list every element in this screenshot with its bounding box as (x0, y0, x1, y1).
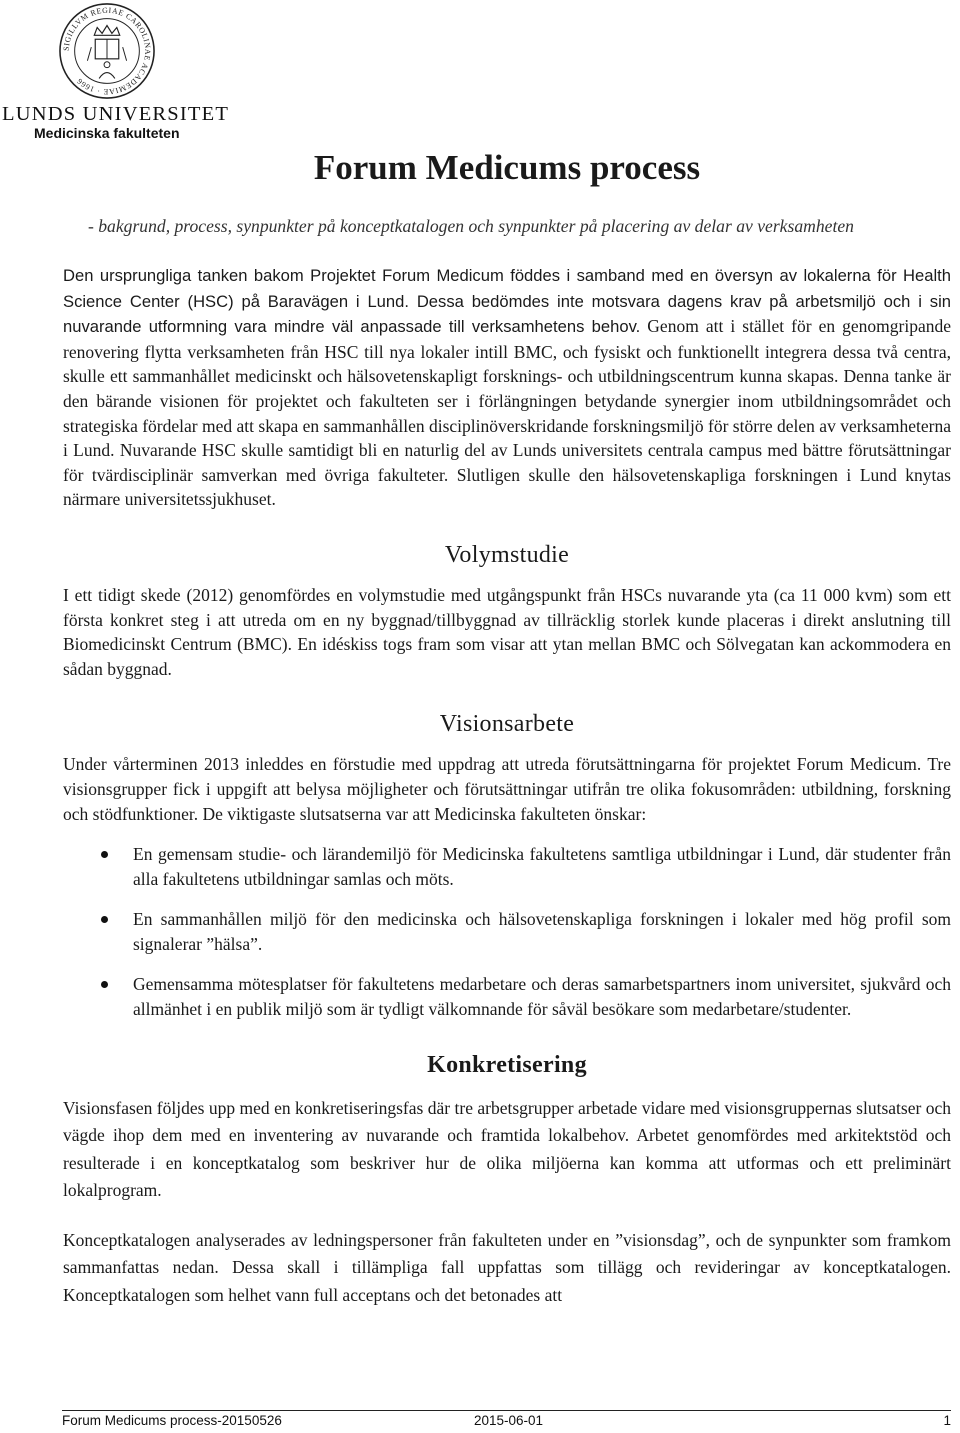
university-seal-icon (58, 2, 156, 100)
konkretisering-paragraph-2: Konceptkatalogen analyserades av ledningspersoner från fakulteten under en ”visionsdag”, och de synpunkter som framkom sammanfattas nedan. Dessa skall i tillämpliga fall uppfattas som tillägg och revideringar av konceptkatalogen. Konceptkatalogen som helhet vann full acceptans och det betonades att (63, 1229, 951, 1305)
university-name: LUNDS UNIVERSITET (2, 103, 230, 125)
document-body (63, 263, 951, 1309)
intro-paragraph (63, 263, 951, 512)
list-item (63, 907, 951, 956)
footer-document-name: Forum Medicums process-20150526 (62, 1413, 282, 1428)
list-item-text: En gemensam studie- och lärandemiljö för Medicinska fakultetens samtliga utbildningar i Lund, där studenter från alla fakultetens utbildningar samlas och möts. (133, 844, 951, 889)
heading-konkretisering: Konkretisering (427, 1051, 587, 1078)
bullet-icon (101, 981, 108, 988)
document-title: Forum Medicums process (313, 148, 701, 187)
university-logo (0, 0, 230, 140)
bullet-icon (101, 851, 108, 858)
visionsarbete-paragraph: Under vårterminen 2013 inleddes en förstudie med uppdrag att utreda förutsättningarna för projektet Forum Medicum. Tre visionsgrupper fick i uppgift att belysa möjligheter och förutsättningar utifrån tre olika fokusområden: utbildning, forskning och stödfunktioner. De viktigaste slutsatserna var att Medicinska fakulteten önskar: (63, 754, 951, 824)
footer-page-number: 1 (943, 1413, 951, 1428)
footer-divider (62, 1410, 951, 1411)
list-item-text: Gemensamma mötesplatser för fakultetens medarbetare och deras samarbetspartners inom universitet, sjukvård och allmänhet i en publik miljö som är tydligt välkomnande för såväl besökare som medarbetare/studenter. (133, 974, 951, 1020)
conclusions-list (63, 842, 951, 1022)
konkretisering-paragraph-1: Visionsfasen följdes upp med en konkretiseringsfas där tre arbetsgrupper arbetade vidare med visionsgruppernas slutsatser och vägde ihop dem med en inventering av nuvarande och framtida lokalbehov. Arbetet genomfördes med arkitektstöd och resulterade i en konceptkatalog som beskriver hur de olika miljöerna kan komma att utformas och ett preliminärt lokalprogram. (63, 1097, 951, 1201)
intro-text-part-2: Genom att i stället för en genomgripande renovering flytta verksamheten från HSC till nya lokaler intill BMC, och fysiskt och funktionellt integrera dessa två centra, skulle ett sammanhållet medicinskt och hälsovetenskapligt forsknings- och utbildningscentrum kunna skapas. Denna tanke är den bärande visionen för projektet och fakulteten ser i förlängningen betydande synergier inom utbildningsområdet och strategiska fördelar med att skapa en sammanhållen disciplinöverskridande forskningsmiljö för större delen av verksamheterna i Lund. Nuvarande HSC skulle samtidigt bli en naturlig del av Lunds universitets centrala campus med bättre förutsättningar för tvärdisciplinär samverkan med övriga fakulteter. Slutligen skulle den hälsovetenskapliga forskningen i Lund knytas närmare universitetssjukhuset. (63, 316, 951, 510)
document-subtitle: - bakgrund, process, synpunkter på konceptkatalogen och synpunkter på placering av delar av verksamheten (88, 216, 854, 236)
list-item (63, 842, 951, 891)
bullet-icon (101, 916, 108, 923)
list-item (63, 972, 951, 1021)
seal-inscription: SIGILLVM REGIAE CAROLINAE ACADEMIAE · 1666 (61, 5, 153, 97)
list-item-text: En sammanhållen miljö för den medicinska och hälsovetenskapliga forskningen i lokaler med hög profil som signalerar ”hälsa”. (133, 909, 951, 954)
heading-volymstudie: Volymstudie (444, 541, 570, 568)
faculty-name: Medicinska fakulteten (34, 125, 180, 141)
volymstudie-paragraph: I ett tidigt skede (2012) genomfördes en volymstudie med utgångspunkt från HSCs nuvarande yta (ca 11 000 kvm) som ett första konkret steg i att utreda om en ny byggnad/tillbyggnad av tillräcklig storlek kunde placeras i direkt anslutning till Biomedicinskt Centrum (BMC). En idéskiss togs fram som visar att ytan mellan BMC och Sölvegatan kan ackommodera en sådan byggnad. (63, 584, 951, 679)
intro-text-part-1: Den ursprungliga tanken bakom Projektet Forum Medicum föddes i samband med en översyn av lokalerna för Health Science Center (HSC) på Baravägen i Lund. Dessa bedömdes inte motsvara dagens krav på arbetsmiljö och i sin nuvarande utformning vara mindre väl anpassade till verksamhetens behov. (63, 266, 951, 337)
heading-visionsarbete: Visionsarbete (439, 711, 575, 738)
footer-date: 2015-06-01 (474, 1413, 544, 1428)
